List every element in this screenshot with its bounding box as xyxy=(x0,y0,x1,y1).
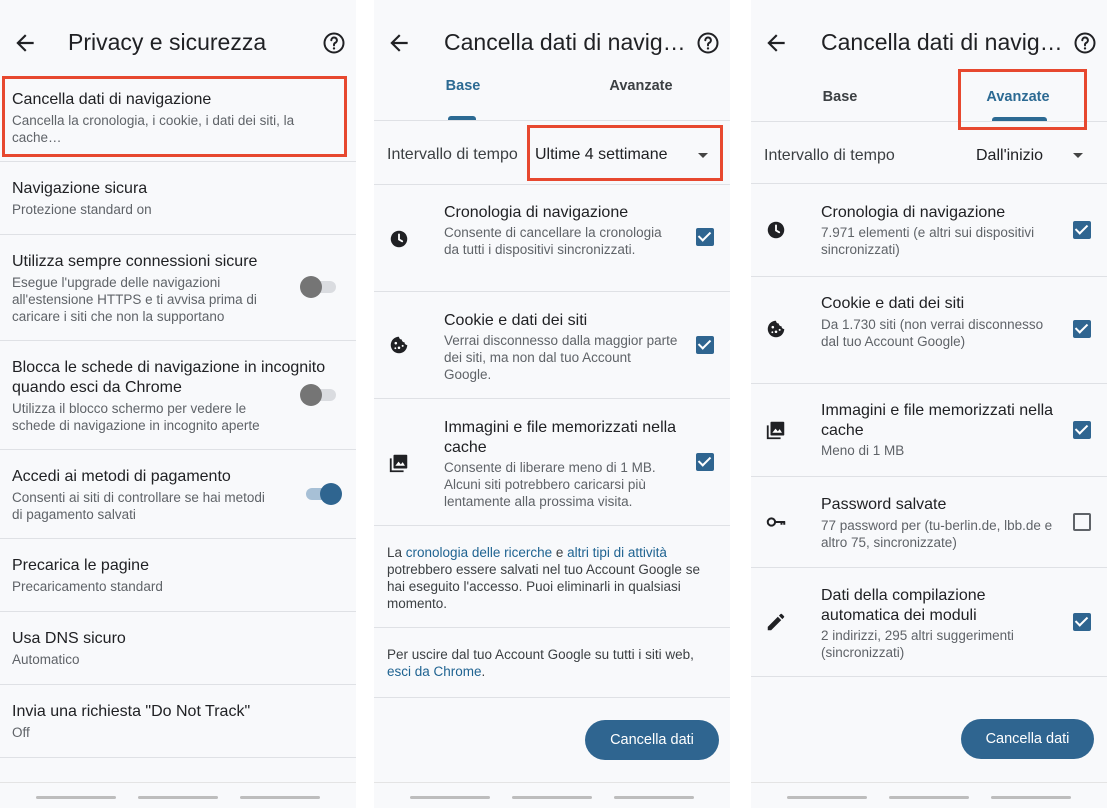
divider xyxy=(0,611,356,612)
bottom-bar xyxy=(374,782,730,808)
bottom-bar-handle xyxy=(240,796,320,799)
toggle-knob xyxy=(300,384,322,406)
sign-out-notice xyxy=(387,646,716,680)
bottom-bar-handle xyxy=(512,796,592,799)
clock-icon xyxy=(765,219,787,241)
row-title: Cronologia di navigazione xyxy=(444,204,629,221)
cache-checkbox[interactable] xyxy=(696,453,714,471)
app-bar xyxy=(0,0,356,76)
setting-secure-dns[interactable] xyxy=(0,629,356,668)
setting-title: Navigazione sicura xyxy=(12,180,148,197)
row-subtitle: 7.971 elementi (e altri sui dispositivi sincronizzati) xyxy=(821,225,1035,257)
passwords-checkbox[interactable] xyxy=(1073,513,1091,531)
row-cache[interactable] xyxy=(374,399,730,525)
dropdown-caret-icon[interactable] xyxy=(698,153,708,158)
row-passwords[interactable] xyxy=(751,477,1107,567)
browsing-history-checkbox[interactable] xyxy=(696,228,714,246)
https-first-toggle[interactable] xyxy=(306,281,336,293)
divider xyxy=(0,340,356,341)
bottom-bar-handle xyxy=(889,796,969,799)
tab-advanced[interactable]: Avanzate xyxy=(609,78,673,94)
setting-subtitle: Utilizza il blocco schermo per vedere le schede di navigazione in incognito aperte xyxy=(12,401,260,433)
tab-base[interactable]: Base xyxy=(822,89,858,105)
bottom-bar-handle xyxy=(991,796,1071,799)
setting-subtitle: Cancella la cronologia, i cookie, i dati dei siti, la cache… xyxy=(12,113,295,145)
clock-icon xyxy=(388,228,410,250)
row-subtitle: Consente di liberare meno di 1 MB. Alcuni siti potrebbero caricarsi più lentamente alla prossima visita. xyxy=(444,460,656,509)
search-history-notice xyxy=(387,544,716,612)
bottom-bar-handle xyxy=(614,796,694,799)
time-range-dropdown[interactable]: Dall'inizio xyxy=(976,147,1044,164)
row-title: Immagini e file memorizzati nella cache xyxy=(821,402,1054,439)
row-title: Cronologia di navigazione xyxy=(821,204,1006,221)
divider xyxy=(374,697,730,698)
row-title: Cookie e dati dei siti xyxy=(444,312,588,329)
tab-base[interactable]: Base xyxy=(445,78,481,94)
toggle-knob xyxy=(320,483,342,505)
row-cache[interactable] xyxy=(751,384,1107,476)
app-bar xyxy=(374,0,730,76)
setting-subtitle: Automatico xyxy=(12,652,80,667)
toggle-knob xyxy=(300,276,322,298)
bottom-bar-handle xyxy=(138,796,218,799)
divider xyxy=(0,538,356,539)
divider xyxy=(374,525,730,526)
autofill-checkbox[interactable] xyxy=(1073,613,1091,631)
clear-data-button[interactable]: Cancella dati xyxy=(585,720,719,760)
pencil-icon xyxy=(765,611,787,633)
setting-title: Precarica le pagine xyxy=(12,557,149,574)
browsing-history-checkbox[interactable] xyxy=(1073,221,1091,239)
setting-title: Cancella dati di navigazione xyxy=(12,91,212,108)
setting-title: Blocca le schede di navigazione in incognito quando esci da Chrome xyxy=(12,359,326,396)
row-title: Password salvate xyxy=(821,496,947,513)
setting-subtitle: Esegue l'upgrade delle navigazioni all'estensione HTTPS e ti avvisa prima di caricare i siti che non la supportano xyxy=(12,275,257,324)
payment-methods-toggle[interactable] xyxy=(306,488,336,500)
bottom-bar xyxy=(751,782,1107,808)
row-cookies[interactable] xyxy=(751,277,1107,383)
cookies-checkbox[interactable] xyxy=(1073,320,1091,338)
row-title: Immagini e file memorizzati nella cache xyxy=(444,419,677,456)
setting-title: Invia una richiesta "Do Not Track" xyxy=(12,703,251,720)
row-title: Cookie e dati dei siti xyxy=(821,295,965,312)
row-autofill[interactable] xyxy=(751,568,1107,676)
divider xyxy=(0,757,356,758)
clear-data-advanced-panel xyxy=(751,0,1107,808)
back-arrow-icon[interactable] xyxy=(386,30,412,56)
page-title: Privacy e sicurezza xyxy=(68,29,267,55)
notice-text: e xyxy=(552,545,568,560)
setting-safe-browsing[interactable] xyxy=(0,179,356,218)
incognito-lock-toggle[interactable] xyxy=(306,389,336,401)
setting-do-not-track[interactable] xyxy=(0,702,356,741)
help-icon[interactable] xyxy=(322,31,346,55)
setting-title: Accedi ai metodi di pagamento xyxy=(12,468,231,485)
row-subtitle: Meno di 1 MB xyxy=(821,443,905,458)
tabs-divider xyxy=(374,120,730,121)
notice-text: potrebbero essere salvati nel tuo Account Google se hai eseguito l'accesso. Puoi eliminarli in qualsiasi momento. xyxy=(387,562,700,611)
setting-clear-browsing-data[interactable] xyxy=(0,90,356,146)
row-subtitle: 77 password per (tu-berlin.de, lbb.de e altro 75, sincronizzate) xyxy=(821,518,1053,550)
time-range-label: Intervallo di tempo xyxy=(387,146,518,163)
divider xyxy=(751,676,1107,677)
search-history-link[interactable]: cronologia delle ricerche xyxy=(405,545,553,560)
privacy-settings-panel xyxy=(0,0,356,808)
tab-advanced[interactable]: Avanzate xyxy=(986,89,1050,105)
divider xyxy=(0,161,356,162)
setting-subtitle: Off xyxy=(12,725,30,740)
row-subtitle: Da 1.730 siti (non verrai disconnesso dal tuo Account Google) xyxy=(821,317,1044,349)
time-range-dropdown[interactable]: Ultime 4 settimane xyxy=(535,146,668,163)
app-bar xyxy=(751,0,1107,76)
setting-subtitle: Consenti ai siti di controllare se hai metodi di pagamento salvati xyxy=(12,490,265,522)
page-title: Cancella dati di navig… xyxy=(821,29,1063,55)
back-arrow-icon[interactable] xyxy=(12,30,38,56)
image-icon xyxy=(388,452,410,474)
help-icon[interactable] xyxy=(1073,31,1097,55)
back-arrow-icon[interactable] xyxy=(763,30,789,56)
page-title: Cancella dati di navig… xyxy=(444,29,686,55)
row-title: Dati della compilazione automatica dei moduli xyxy=(821,587,986,624)
notice-text: Per uscire dal tuo Account Google su tutti i siti web, xyxy=(387,647,694,662)
row-subtitle: Consente di cancellare la cronologia da tutti i dispositivi sincronizzati. xyxy=(444,225,662,257)
tabs-divider xyxy=(751,121,1107,122)
clear-data-basic-panel xyxy=(374,0,730,808)
key-icon xyxy=(765,511,787,533)
divider xyxy=(0,234,356,235)
time-range-label: Intervallo di tempo xyxy=(764,147,895,164)
cache-checkbox[interactable] xyxy=(1073,421,1091,439)
clear-data-button[interactable]: Cancella dati xyxy=(961,719,1094,759)
cookies-checkbox[interactable] xyxy=(696,336,714,354)
other-activity-link[interactable]: altri tipi di attività xyxy=(567,545,667,560)
setting-subtitle: Protezione standard on xyxy=(12,202,152,217)
row-browsing-history[interactable] xyxy=(374,185,730,291)
divider xyxy=(374,627,730,628)
sign-out-link[interactable]: esci da Chrome xyxy=(387,664,482,679)
row-subtitle: 2 indirizzi, 295 altri suggerimenti (sincronizzati) xyxy=(821,628,1014,660)
setting-preload-pages[interactable] xyxy=(0,556,356,595)
divider xyxy=(0,684,356,685)
bottom-bar xyxy=(0,782,356,808)
row-browsing-history[interactable] xyxy=(751,184,1107,276)
image-icon xyxy=(765,419,787,441)
divider xyxy=(0,449,356,450)
setting-title: Utilizza sempre connessioni sicure xyxy=(12,253,258,270)
bottom-bar-handle xyxy=(36,796,116,799)
setting-payment-methods[interactable] xyxy=(0,467,356,523)
dropdown-caret-icon[interactable] xyxy=(1073,153,1083,158)
row-subtitle: Verrai disconnesso dalla maggior parte dei siti, ma non dal tuo Account Google. xyxy=(444,333,678,382)
setting-title: Usa DNS sicuro xyxy=(12,630,126,647)
setting-subtitle: Precaricamento standard xyxy=(12,579,163,594)
cookie-icon xyxy=(765,318,787,340)
row-cookies[interactable] xyxy=(374,292,730,398)
notice-text: La xyxy=(387,545,406,560)
bottom-bar-handle xyxy=(787,796,867,799)
notice-text: . xyxy=(481,664,486,679)
bottom-bar-handle xyxy=(410,796,490,799)
cookie-icon xyxy=(388,334,410,356)
help-icon[interactable] xyxy=(696,31,720,55)
